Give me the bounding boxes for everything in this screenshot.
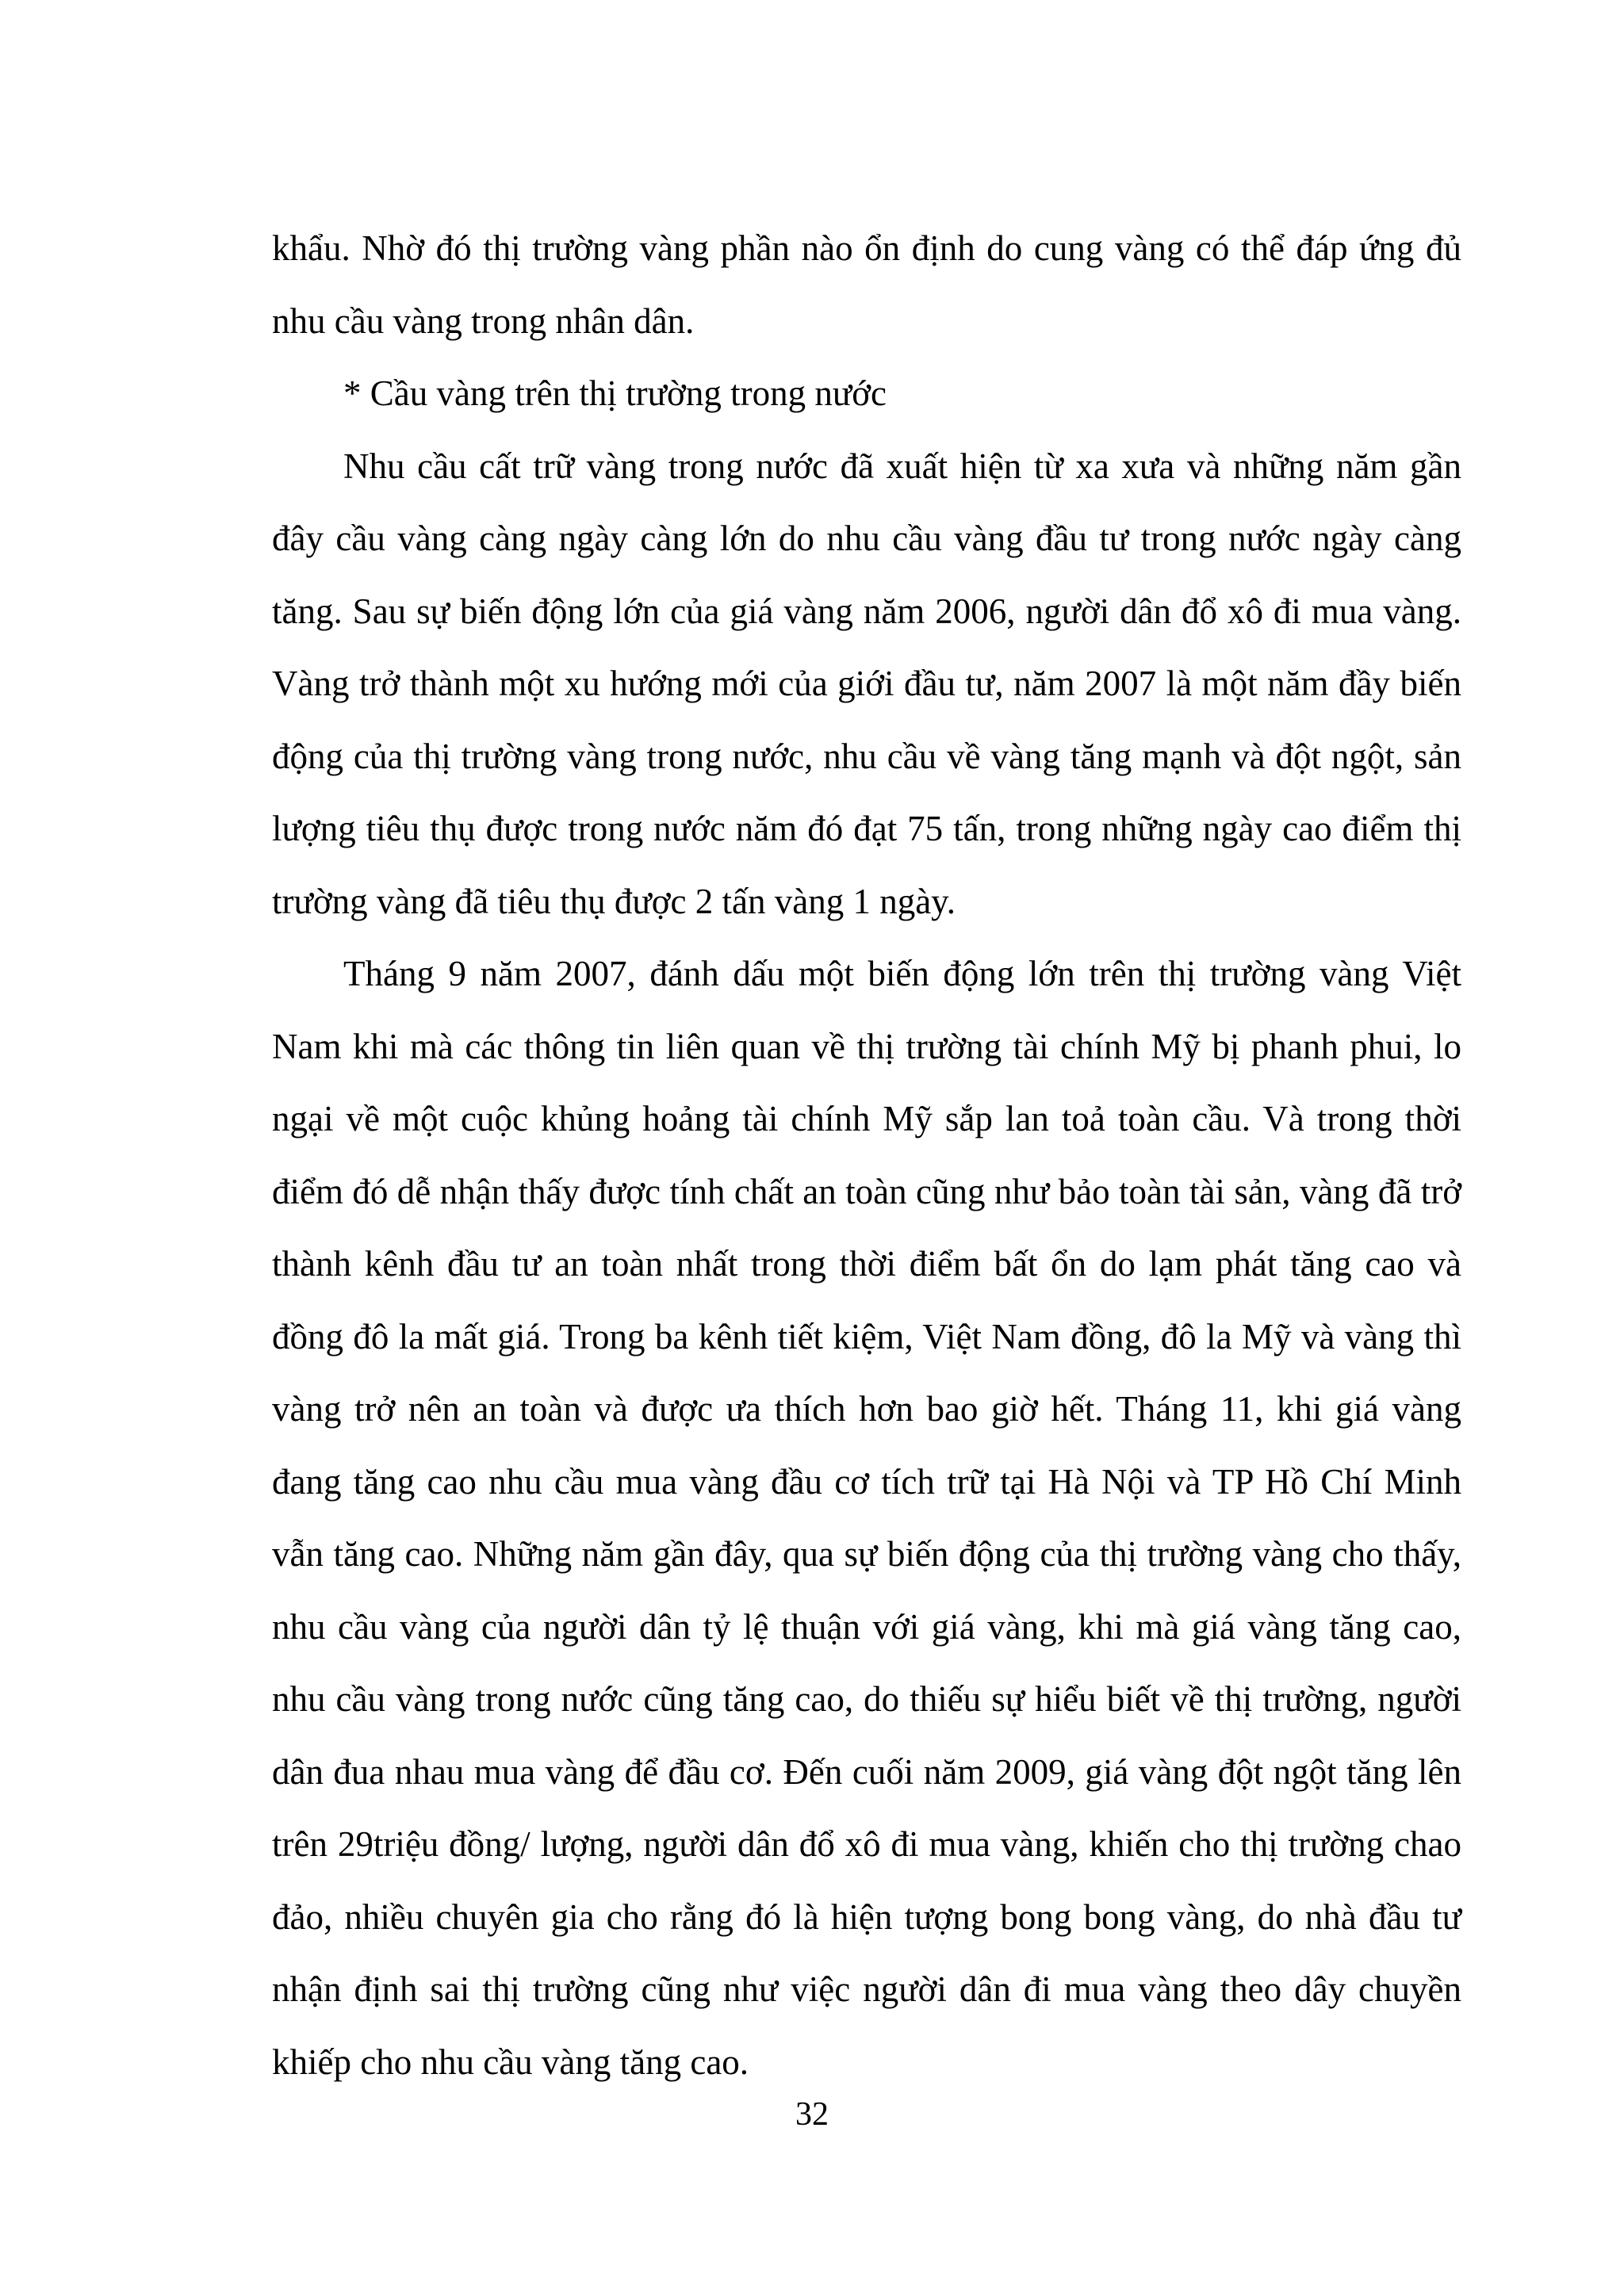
document-body <box>272 212 1461 2099</box>
page-number: 32 <box>795 2096 829 2133</box>
paragraph-demand-history: Nhu cầu cất trữ vàng trong nước đã xuất hiện từ xa xưa và những năm gần đây cầu vàng càng ngày càng lớn do nhu cầu vàng đầu tư trong nước ngày càng tăng. Sau sự biến động lớn của giá vàng năm 2006, người dân đổ xô đi mua vàng. Vàng trở thành một xu hướng mới của giới đầu tư, năm 2007 là một năm đầy biến động của thị trường vàng trong nước, nhu cầu về vàng tăng mạnh và đột ngột, sản lượng tiêu thụ được trong nước năm đó đạt 75 tấn, trong những ngày cao điểm thị trường vàng đã tiêu thụ được 2 tấn vàng 1 ngày. <box>272 446 1461 921</box>
section-heading: * Cầu vàng trên thị trường trong nước <box>343 373 887 413</box>
paragraph-continuation: khẩu. Nhờ đó thị trường vàng phần nào ổn định do cung vàng có thể đáp ứng đủ nhu cầu vàng trong nhân dân. <box>272 228 1461 341</box>
paragraph-september-2007: Tháng 9 năm 2007, đánh dấu một biến động lớn trên thị trường vàng Việt Nam khi mà các thông tin liên quan về thị trường tài chính Mỹ bị phanh phui, lo ngại về một cuộc khủng hoảng tài chính Mỹ sắp lan toả toàn cầu. Và trong thời điểm đó dễ nhận thấy được tính chất an toàn cũng như bảo toàn tài sản, vàng đã trở thành kênh đầu tư an toàn nhất trong thời điểm bất ổn do lạm phát tăng cao và đồng đô la mất giá. Trong ba kênh tiết kiệm, Việt Nam đồng, đô la Mỹ và vàng thì vàng trở nên an toàn và được ưa thích hơn bao giờ hết. Tháng 11, khi giá vàng đang tăng cao nhu cầu mua vàng đầu cơ tích trữ tại Hà Nội và TP Hồ Chí Minh vẫn tăng cao. Những năm gần đây, qua sự biến động của thị trường vàng cho thấy, nhu cầu vàng của người dân tỷ lệ thuận với giá vàng, khi mà giá vàng tăng cao, nhu cầu vàng trong nước cũng tăng cao, do thiếu sự hiểu biết về thị trường, người dân đua nhau mua vàng để đầu cơ. Đến cuối năm 2009, giá vàng đột ngột tăng lên trên 29triệu đồng/ lượng, người dân đổ xô đi mua vàng, khiến cho thị trường chao đảo, nhiều chuyên gia cho rằng đó là hiện tượng bong bong vàng, do nhà đầu tư nhận định sai thị trường cũng như việc người dân đi mua vàng theo dây chuyền khiếp cho nhu cầu vàng tăng cao. <box>272 954 1461 2082</box>
